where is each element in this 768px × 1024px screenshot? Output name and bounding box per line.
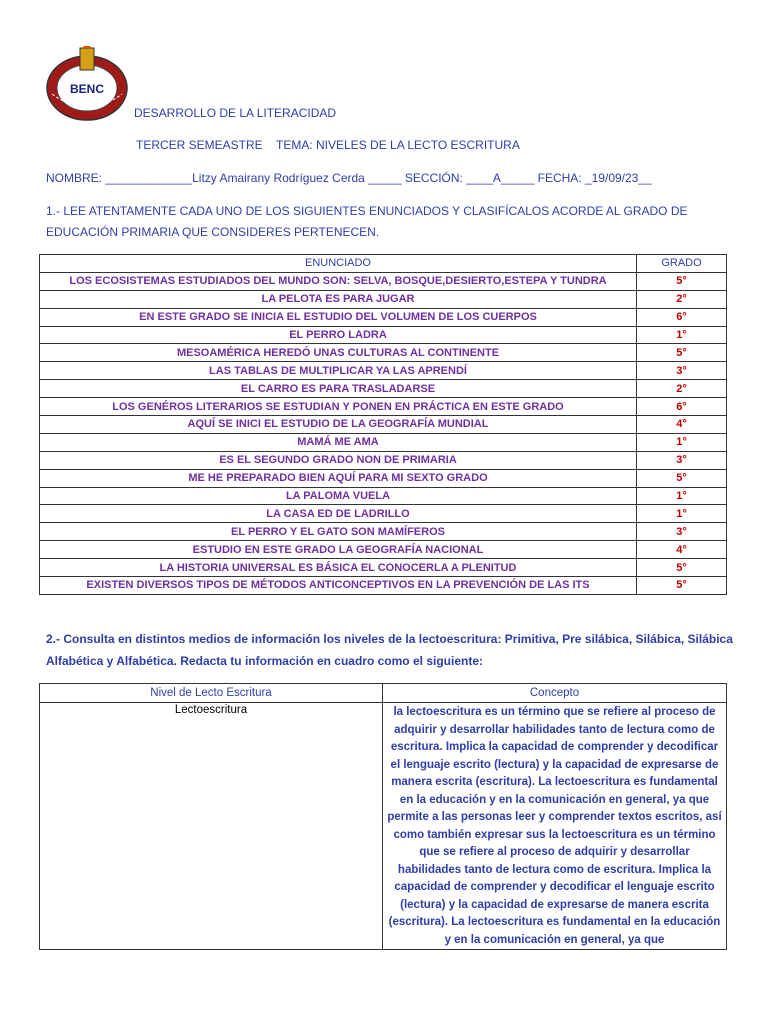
enunciado-cell: MAMÁ ME AMA xyxy=(40,433,637,451)
grado-cell: 1° xyxy=(637,326,727,344)
semester-label: TERCER SEMEASTRE xyxy=(136,138,263,152)
header-grado: GRADO xyxy=(637,255,727,273)
table-row xyxy=(40,487,727,505)
grado-cell: 1° xyxy=(637,505,727,523)
enunciado-cell: LA HISTORIA UNIVERSAL ES BÁSICA EL CONOCERLA A PLENITUD xyxy=(40,559,637,577)
grado-cell: 6° xyxy=(637,398,727,416)
table-row xyxy=(40,703,727,950)
levels-table xyxy=(39,683,727,950)
grado-cell: 5° xyxy=(637,469,727,487)
header-nivel: Nivel de Lecto Escritura xyxy=(40,684,383,703)
enunciado-cell: EL CARRO ES PARA TRASLADARSE xyxy=(40,380,637,398)
enunciado-cell: LA PALOMA VUELA xyxy=(40,487,637,505)
table-row xyxy=(40,290,727,308)
header-enunciado: ENUNCIADO xyxy=(40,255,637,273)
concept-cell: la lectoescritura es un término que se refiere al proceso de adquirir y desarrollar habilidades tanto de lectura como de escritura. Implica la capacidad de comprender y decodificar el lenguaje escrito (lectura) y la capacidad de expresarse de manera escrita (escritura). La lectoescritura es fundamental en la educación y en la comunicación en general, ya que permite a las personas leer y comprender textos escritos, así como también expresar sus la lectoescritura es un término que se refiere al proceso de adquirir y desarrollar habilidades tanto de lectura como de escritura. Implica la capacidad de comprender y decodificar el lenguaje escrito (lectura) y la capacidad de expresarse de manera escrita (escritura). La lectoescritura es fundamental en la educación y en la comunicación en general, ya que xyxy=(383,703,727,950)
grado-cell: 3° xyxy=(637,362,727,380)
enunciado-cell: ESTUDIO EN ESTE GRADO LA GEOGRAFÍA NACIONAL xyxy=(40,541,637,559)
grado-cell: 4° xyxy=(637,541,727,559)
enunciado-cell: LA PELOTA ES PARA JUGAR xyxy=(40,290,637,308)
enunciado-cell: EXISTEN DIVERSOS TIPOS DE MÉTODOS ANTICONCEPTIVOS EN LA PREVENCIÓN DE LAS ITS xyxy=(40,577,637,595)
table-row xyxy=(40,344,727,362)
table-row xyxy=(40,433,727,451)
enunciado-cell: ME HE PREPARADO BIEN AQUÍ PARA MI SEXTO GRADO xyxy=(40,469,637,487)
classification-table-body xyxy=(40,272,727,594)
grado-cell: 1° xyxy=(637,433,727,451)
grado-cell: 2° xyxy=(637,380,727,398)
table-row xyxy=(40,451,727,469)
enunciado-cell: EL PERRO Y EL GATO SON MAMÍFEROS xyxy=(40,523,637,541)
grado-cell: 3° xyxy=(637,451,727,469)
table-row xyxy=(40,577,727,595)
table-row xyxy=(40,308,727,326)
grado-cell: 5° xyxy=(637,344,727,362)
school-logo xyxy=(44,46,130,122)
enunciado-cell: LOS GENÉROS LITERARIOS SE ESTUDIAN Y PONEN EN PRÁCTICA EN ESTE GRADO xyxy=(40,398,637,416)
table-row xyxy=(40,523,727,541)
grado-cell: 5° xyxy=(637,577,727,595)
enunciado-cell: ES EL SEGUNDO GRADO NON DE PRIMARIA xyxy=(40,451,637,469)
logo-text: BENC xyxy=(69,82,105,96)
classification-table xyxy=(39,254,727,595)
table-row xyxy=(40,398,727,416)
table-row xyxy=(40,559,727,577)
table-row xyxy=(40,469,727,487)
enunciado-cell: AQUÍ SE INICI EL ESTUDIO DE LA GEOGRAFÍA MUNDIAL xyxy=(40,416,637,434)
table-row xyxy=(40,505,727,523)
grado-cell: 2° xyxy=(637,290,727,308)
question-2: 2.- Consulta en distintos medios de información los niveles de la lectoescritura: Primitiva, Pre silábica, Silábica, Silábica Alfabética y Alfabética. Redacta tu información en cuadro como el siguiente: xyxy=(46,632,733,668)
table-row xyxy=(40,416,727,434)
grado-cell: 1° xyxy=(637,487,727,505)
enunciado-cell: LAS TABLAS DE MULTIPLICAR YA LAS APRENDÍ xyxy=(40,362,637,380)
grado-cell: 6° xyxy=(637,308,727,326)
topic-label: TEMA: NIVELES DE LA LECTO ESCRITURA xyxy=(276,138,520,152)
table-row xyxy=(40,326,727,344)
enunciado-cell: MESOAMÉRICA HEREDÓ UNAS CULTURAS AL CONTINENTE xyxy=(40,344,637,362)
table-row xyxy=(40,541,727,559)
table-row xyxy=(40,380,727,398)
grado-cell: 3° xyxy=(637,523,727,541)
grado-cell: 5° xyxy=(637,272,727,290)
question-1: 1.- LEE ATENTAMENTE CADA UNO DE LOS SIGUIENTES ENUNCIADOS Y CLASIFÍCALOS ACORDE AL GRADO DE EDUCACIÓN PRIMARIA QUE CONSIDERES PERTENECEN. xyxy=(46,204,688,239)
document-title: DESARROLLO DE LA LITERACIDAD xyxy=(134,106,337,120)
grado-cell: 4° xyxy=(637,416,727,434)
student-info-line: NOMBRE: _____________Litzy Amairany Rodríguez Cerda _____ SECCIÓN: ____A_____ FECHA: _19/09/23__ xyxy=(46,171,652,185)
grado-cell: 5° xyxy=(637,559,727,577)
enunciado-cell: LOS ECOSISTEMAS ESTUDIADOS DEL MUNDO SON: SELVA, BOSQUE,DESIERTO,ESTEPA Y TUNDRA xyxy=(40,272,637,290)
enunciado-cell: LA CASA ED DE LADRILLO xyxy=(40,505,637,523)
header-concepto: Concepto xyxy=(383,684,727,703)
table-row xyxy=(40,362,727,380)
table-row xyxy=(40,272,727,290)
enunciado-cell: EL PERRO LADRA xyxy=(40,326,637,344)
enunciado-cell: EN ESTE GRADO SE INICIA EL ESTUDIO DEL VOLUMEN DE LOS CUERPOS xyxy=(40,308,637,326)
level-cell: Lectoescritura xyxy=(40,703,383,950)
